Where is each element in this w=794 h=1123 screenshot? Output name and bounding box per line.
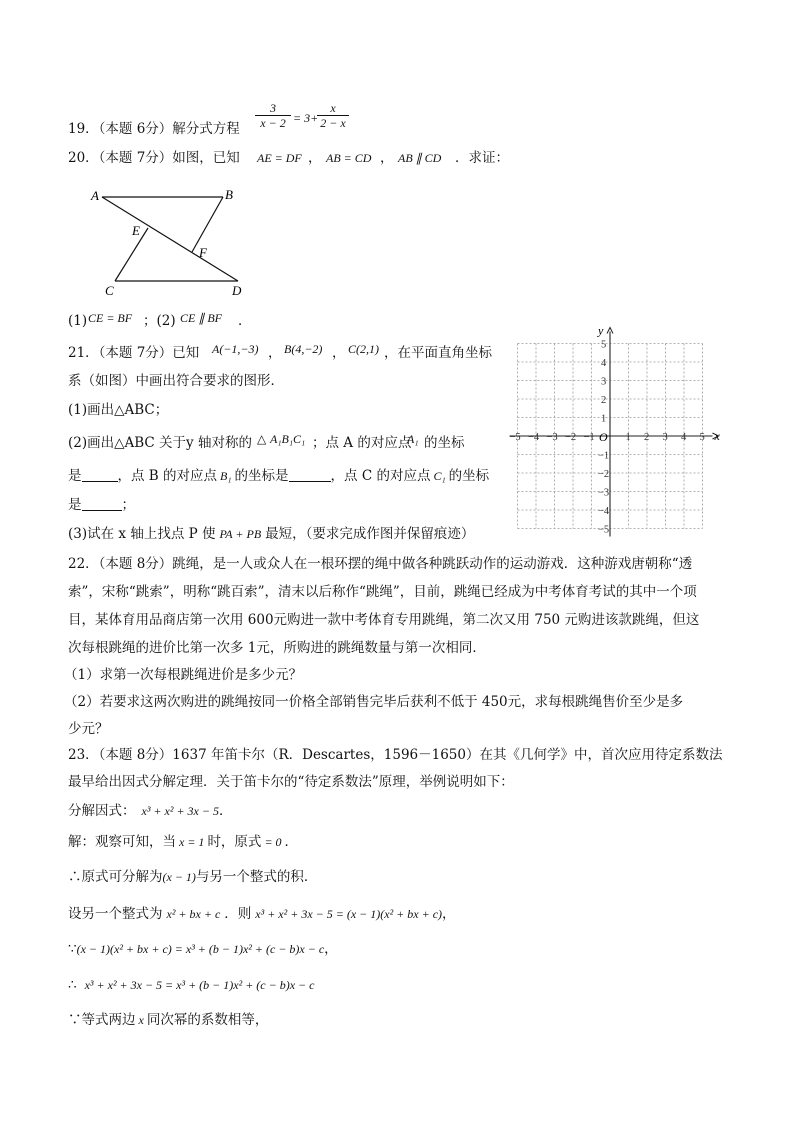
- q20-part1-label: (1): [68, 313, 88, 329]
- q23-l4a: 解：观察可知，当: [68, 834, 176, 850]
- q23-l4e: ．: [284, 834, 299, 850]
- x-tick-label: −5: [509, 432, 521, 443]
- q23-line6: [68, 905, 456, 923]
- point-e-label: E: [132, 223, 140, 238]
- x-axis-label: x: [714, 429, 720, 443]
- x-tick-label: 3: [662, 432, 668, 443]
- origin-label: O: [599, 430, 608, 444]
- q20-part2-math: CE ∥ BF: [180, 311, 222, 325]
- y-axis-label: y: [598, 323, 604, 338]
- q21-step2-a1: A₁: [407, 432, 419, 446]
- q21-step2-line3: [68, 496, 135, 514]
- x-tick-label: 4: [681, 432, 687, 443]
- q23-l6a: 设另一个整式为: [68, 906, 163, 922]
- segment-bf: [192, 197, 223, 252]
- q21-s3a: (3)试在 x 轴上找点 P 使: [68, 526, 216, 542]
- answer-blank-b1[interactable]: [289, 467, 331, 482]
- q23-line5: [68, 868, 317, 886]
- y-tick-label: 2: [601, 395, 607, 406]
- x-tick-label: −1: [583, 432, 595, 443]
- y-tick-label: −1: [598, 450, 610, 462]
- q23-l3c: ．: [218, 803, 233, 819]
- q21-s2k: C₁: [433, 469, 446, 483]
- q23-l3a: 分解因式：: [68, 803, 136, 819]
- x-tick-label: 2: [644, 432, 650, 443]
- q21-comma-1: ，: [268, 345, 282, 361]
- q21-s2l: 的坐标: [448, 468, 490, 484]
- y-tick-label: 1: [601, 413, 607, 425]
- y-tick-label: 5: [601, 339, 607, 351]
- q21-step2-triangle: A₁B₁C₁: [270, 432, 306, 446]
- y-tick-label: −3: [598, 487, 610, 499]
- q22-line: 索”，宋称“跳索”，明称“跳百索”，清末以后称作“跳绳”，目前，跳绳已经成为中考体育考试的其中一个项: [68, 584, 697, 600]
- q21-step1: (1)画出△ABC；: [68, 402, 169, 418]
- q23-line4: [68, 833, 298, 851]
- q21-label: 21．（本题 7分）已知: [68, 345, 200, 361]
- q21-s2m: 是: [68, 497, 82, 513]
- x-tick-label: −3: [546, 432, 558, 443]
- q20-condition-3: AB ∥ CD: [398, 151, 442, 165]
- q21-step2-line2: [68, 467, 489, 485]
- y-tick-label: 3: [601, 376, 607, 388]
- q20-tail: ．求证：: [455, 150, 509, 166]
- q23-l6b: x² + bx + c: [166, 907, 221, 921]
- q19-frac2-denominator: 2 − x: [317, 115, 349, 130]
- x-tick-label: 5: [699, 432, 705, 443]
- y-tick-label: −5: [598, 524, 610, 536]
- y-tick-label: −2: [598, 469, 610, 480]
- q23-l4b: x = 1: [179, 835, 205, 849]
- q23-l7c: ，: [324, 941, 338, 957]
- y-tick-label: 4: [601, 358, 607, 369]
- q21-s2h: B₁: [220, 469, 232, 483]
- answer-blank-a1[interactable]: [82, 467, 118, 482]
- coordinate-grid: [500, 312, 730, 538]
- q23-l9b: x: [138, 1013, 144, 1027]
- q21-line1-tail: ，在平面直角坐标: [384, 345, 492, 361]
- q23-line3: [68, 802, 232, 820]
- q23-l5a: ∴原式可分解为: [68, 869, 163, 885]
- point-f-label: F: [199, 245, 207, 260]
- q22-line: 目，某体育用品商店第一次用 600元购进一款中考体育专用跳绳，第二次又用 750 元购进该款跳绳，但这: [68, 612, 700, 628]
- q21-s2f: 是: [68, 468, 82, 484]
- point-a-label: A: [91, 188, 99, 203]
- q23-l8b: x³ + x² + 3x − 5 = x³ + (b − 1)x² + (c − b)x − c: [84, 978, 315, 992]
- q19-frac1-denominator: x − 2: [255, 115, 291, 130]
- q22-line: 次每根跳绳的进价比第一次多 1元，所购进的跳绳数量与第一次相同．: [68, 640, 486, 656]
- q21-s2g: ，点 B 的对应点: [117, 468, 218, 484]
- q19-middle: = 3+: [293, 111, 319, 125]
- q21-comma-2: ，: [332, 345, 346, 361]
- q23-l5c: 与另一个整式的积．: [195, 869, 318, 885]
- q21-step2-e: 的坐标: [424, 435, 465, 451]
- triangle-symbol: △: [257, 432, 267, 446]
- q20-part2-label: ；(2): [143, 313, 176, 329]
- q23-l6d: x³ + x² + 3x − 5 = (x − 1)(x² + bx + c): [255, 907, 443, 921]
- q21-point-a: A(−1,−3): [212, 342, 259, 356]
- q21-step3: [68, 525, 474, 543]
- q22-line: （1）求第一次每根跳绳进价是多少元？: [64, 667, 303, 683]
- q23-l7b: (x − 1)(x² + bx + c) = x³ + (b − 1)x² + (c − b)x − c: [76, 942, 325, 956]
- q21-step2-c: ；点 A 的对应点: [312, 435, 412, 451]
- q21-s3b: PA + PB: [219, 527, 262, 541]
- q20-comma-2: ，: [380, 150, 394, 166]
- q20-label: 20．（本题 7分）如图，已知: [68, 150, 240, 166]
- q23-l9c: 同次幂的系数相等，: [146, 1012, 269, 1028]
- q23-l4d: = 0: [264, 835, 282, 849]
- q23-l6e: ，: [442, 906, 456, 922]
- q23-l9a: ∵等式两边: [68, 1012, 136, 1028]
- q21-line2: 系（如图）中画出符合要求的图形．: [68, 373, 284, 389]
- q21-point-b: B(4,−2): [284, 342, 323, 356]
- q23-line8: [68, 976, 314, 994]
- q20-condition-1: AE = DF: [257, 151, 302, 165]
- q23-line2: 最早给出因式分解定理．关于笛卡尔的“待定系数法”原理，举例说明如下：: [68, 774, 514, 790]
- x-tick-label: −4: [528, 432, 540, 443]
- q21-s2n: ；: [121, 497, 135, 513]
- q23-l6c: ．则: [224, 906, 252, 922]
- q21-point-c: C(2,1): [348, 342, 379, 356]
- q20-comma-1: ，: [308, 150, 322, 166]
- y-tick-label: −4: [598, 506, 610, 517]
- q19-frac1-numerator: 3: [270, 101, 276, 115]
- q21-step2-a: (2)画出△ABC 关于y 轴对称的: [68, 435, 252, 451]
- point-b-label: B: [225, 187, 233, 202]
- q21-s2j: ，点 C 的对应点: [330, 468, 431, 484]
- q19-fraction-2: [317, 101, 349, 130]
- q22-line: 少元？: [68, 721, 109, 737]
- q23-line1: 23．（本题 8分）1637 年笛卡尔（R．Descartes，1596－1650）在其《几何学》中，首次应用待定系数法: [68, 747, 723, 763]
- q20-condition-2: AB = CD: [326, 151, 372, 165]
- q19-label: 19．（本题 6分）解分式方程: [68, 121, 240, 137]
- q23-line7: [68, 940, 338, 958]
- q23-line9: [68, 1011, 268, 1029]
- q20-part1-math: CE = BF: [88, 311, 133, 325]
- answer-blank-c1[interactable]: [82, 496, 122, 511]
- q23-l5b: (x − 1): [162, 870, 196, 884]
- q22-line: （2）若要求这两次购进的跳绳按同一价格全部销售完毕后获利不低于 450元，求每根跳绳售价至少是多: [64, 694, 684, 710]
- q20-figure: [85, 183, 250, 298]
- point-d-label: D: [232, 283, 242, 298]
- x-tick-label: −2: [565, 432, 577, 443]
- q19-fraction-1: [255, 101, 291, 130]
- q21-s2i: 的坐标是: [234, 468, 289, 484]
- q21-s3c: 最短，（要求完成作图并保留痕迹）: [265, 526, 475, 542]
- q19-frac2-numerator: x: [330, 101, 336, 115]
- q23-l4c: 时，原式: [207, 834, 262, 850]
- q23-l8a: ∴: [68, 977, 77, 993]
- x-tick-label: 1: [625, 432, 631, 443]
- q23-l7a: ∵: [68, 941, 77, 957]
- point-c-label: C: [105, 283, 114, 298]
- q22-line: 22．（本题 8分）跳绳，是一人或众人在一根环摆的绳中做各种跳跃动作的运动游戏．这种游戏唐朝称“透: [68, 556, 693, 572]
- q20-part2-tail: ．: [238, 313, 252, 329]
- q23-l3b: x³ + x² + 3x − 5: [141, 804, 219, 818]
